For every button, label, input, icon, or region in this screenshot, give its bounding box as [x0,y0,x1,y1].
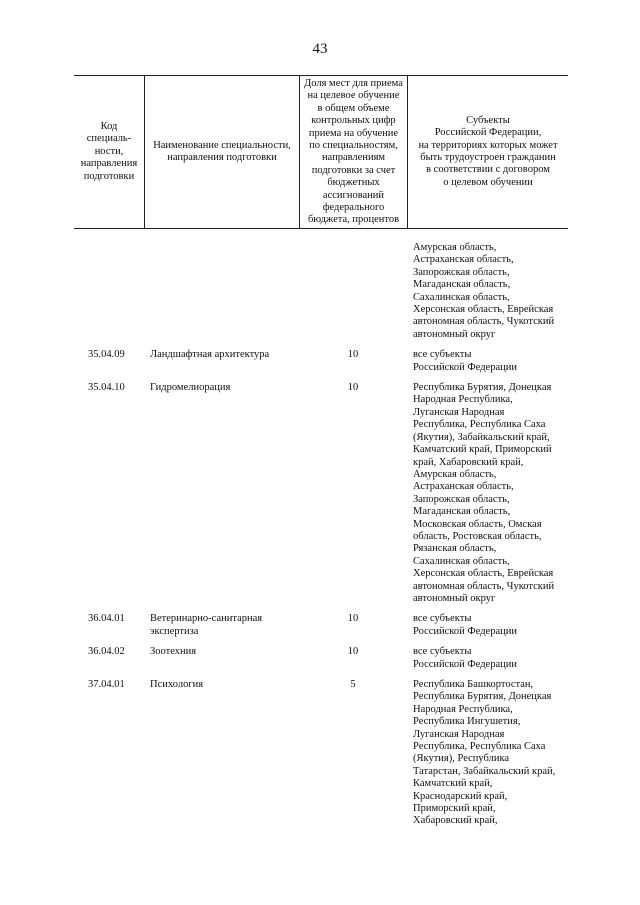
specialty-name [144,242,299,341]
specialty-code: 36.04.01 [88,613,125,625]
text-line: Амурская область, [413,468,497,480]
federal-subjects [407,646,568,671]
text-line: (Якутия), Забайкальский край, [413,431,550,443]
specialty-name [144,349,299,374]
table-row [74,242,568,341]
text-line: Гидромелиорация [150,382,231,394]
text-line: Зоотехния [150,646,197,658]
header-name-text [153,140,291,165]
federal-subjects [407,242,568,341]
text-line: Камчатский край, [413,778,493,790]
text-line: на целевое обучение [307,90,400,102]
text-line: Херсонская область, Еврейская [413,568,554,580]
text-line: Приморский край, [413,803,496,815]
text-line: автономный округ [413,592,496,604]
text-line: Запорожская область, [413,493,510,505]
header-name [144,76,299,228]
text-line: Республика, Республика Саха [413,419,546,431]
federal-subjects [407,349,568,374]
target-share [299,242,407,341]
text-line: Запорожская область, [413,266,510,278]
text-line: Краснодарский край, [413,790,508,802]
specialty-code: 35.04.10 [88,382,125,394]
table-header [74,75,568,229]
specialty-name [144,646,299,671]
text-line: федерального [322,202,385,214]
specialty-name [144,382,299,605]
header-subjects-text [418,115,557,189]
text-line: приема на обучение [308,127,399,139]
header-share [299,76,407,228]
federal-subjects [407,679,568,828]
table-row [74,382,568,605]
text-line: автономная область, Чукотский [413,316,555,328]
text-line: автономная область, Чукотский [413,580,555,592]
text-line: Народная Республика, [413,394,513,406]
text-line: Сахалинская область, [413,555,510,567]
text-line: Республика Бурятия, Донецкая [413,382,552,394]
target-share: 10 [347,349,359,361]
specialty-code [74,242,144,341]
text-line: контрольных цифр [311,115,396,127]
text-line: Астраханская область, [413,254,514,266]
text-line: в соответствии с договором [426,164,550,176]
text-line: ности, [94,145,124,157]
text-line: автономный округ [413,328,496,340]
page-number: 43 [312,41,328,57]
text-line: Луганская Народная [413,728,505,740]
text-line: Камчатский край, Приморский [413,444,552,456]
text-line: Российской Федерации [413,625,517,637]
header-share-text [304,78,403,227]
text-line: Рязанская область, [413,543,497,555]
text-line: Народная Республика, [413,703,513,715]
text-line: Российской Федерации [413,658,517,670]
text-line: бюджета, процентов [307,214,400,226]
text-line: ассигнований [322,189,385,201]
text-line: подготовки за счет [311,164,396,176]
text-line: все субъекты [413,349,472,361]
federal-subjects [407,613,568,638]
text-line: Код [100,120,118,132]
text-line: Доля мест для приема [304,78,403,89]
header-code [74,76,144,228]
target-share: 10 [347,382,359,394]
header-subjects [407,76,568,228]
text-line: Наименование специальности, [153,139,291,151]
text-line: Сахалинская область, [413,291,510,303]
text-line: Астраханская область, [413,481,514,493]
text-line: специаль- [86,133,132,145]
text-line: о целевом обучении [443,176,533,188]
text-line: Российской Федерации [413,361,517,373]
text-line: Республика Бурятия, Донецкая [413,691,552,703]
target-share: 10 [347,613,359,625]
text-line: область, Ростовская область, [413,530,542,542]
text-line: Амурская область, [413,242,497,253]
text-line: Российской Федерации, [434,127,542,139]
table-row [74,646,568,671]
specialty-code: 35.04.09 [88,349,125,361]
text-line: Ветеринарно-санитарная [150,613,263,625]
text-line: Магаданская область, [413,279,511,291]
target-share: 10 [347,646,359,658]
text-line: (Якутия), Республика [413,753,510,765]
text-line: Луганская Народная [413,406,505,418]
specialty-name [144,679,299,828]
table-row [74,679,568,828]
text-line: быть трудоустроен гражданин [420,152,556,163]
text-line: Магаданская область, [413,506,511,518]
text-line: край, Хабаровский край, [413,456,524,468]
text-line: Ландшафтная архитектура [150,349,270,361]
specialty-name [144,613,299,638]
text-line: экспертиза [150,625,199,637]
text-line: Субъекты [466,114,510,126]
text-line: по специальностям, [309,140,398,152]
specialty-code: 36.04.02 [88,646,125,658]
table-row [74,349,568,374]
text-line: все субъекты [413,613,472,625]
text-line: бюджетных [327,177,380,189]
text-line: подготовки [83,170,135,182]
text-line: в общем объеме [317,102,390,114]
text-line: Хабаровский край, [413,815,498,827]
text-line: Республика Ингушетия, [413,716,521,728]
text-line: все субъекты [413,646,472,658]
specialty-code: 37.04.01 [88,679,125,690]
header-code-text [81,121,137,183]
text-line: Московская область, Омская [413,518,542,530]
text-line: направления [80,158,138,170]
text-line: Республика, Республика Саха [413,741,546,753]
text-line: Психология [150,679,204,690]
text-line: направления подготовки [167,152,277,163]
target-share: 5 [350,679,356,690]
text-line: направлениям [321,152,386,164]
table-row [74,613,568,638]
text-line: Татарстан, Забайкальский край, [413,765,556,777]
text-line: на территориях которых может [418,139,558,151]
text-line: Херсонская область, Еврейская [413,304,554,316]
text-line: Республика Башкортостан, [413,679,534,690]
federal-subjects [407,382,568,605]
table-body [74,242,568,828]
